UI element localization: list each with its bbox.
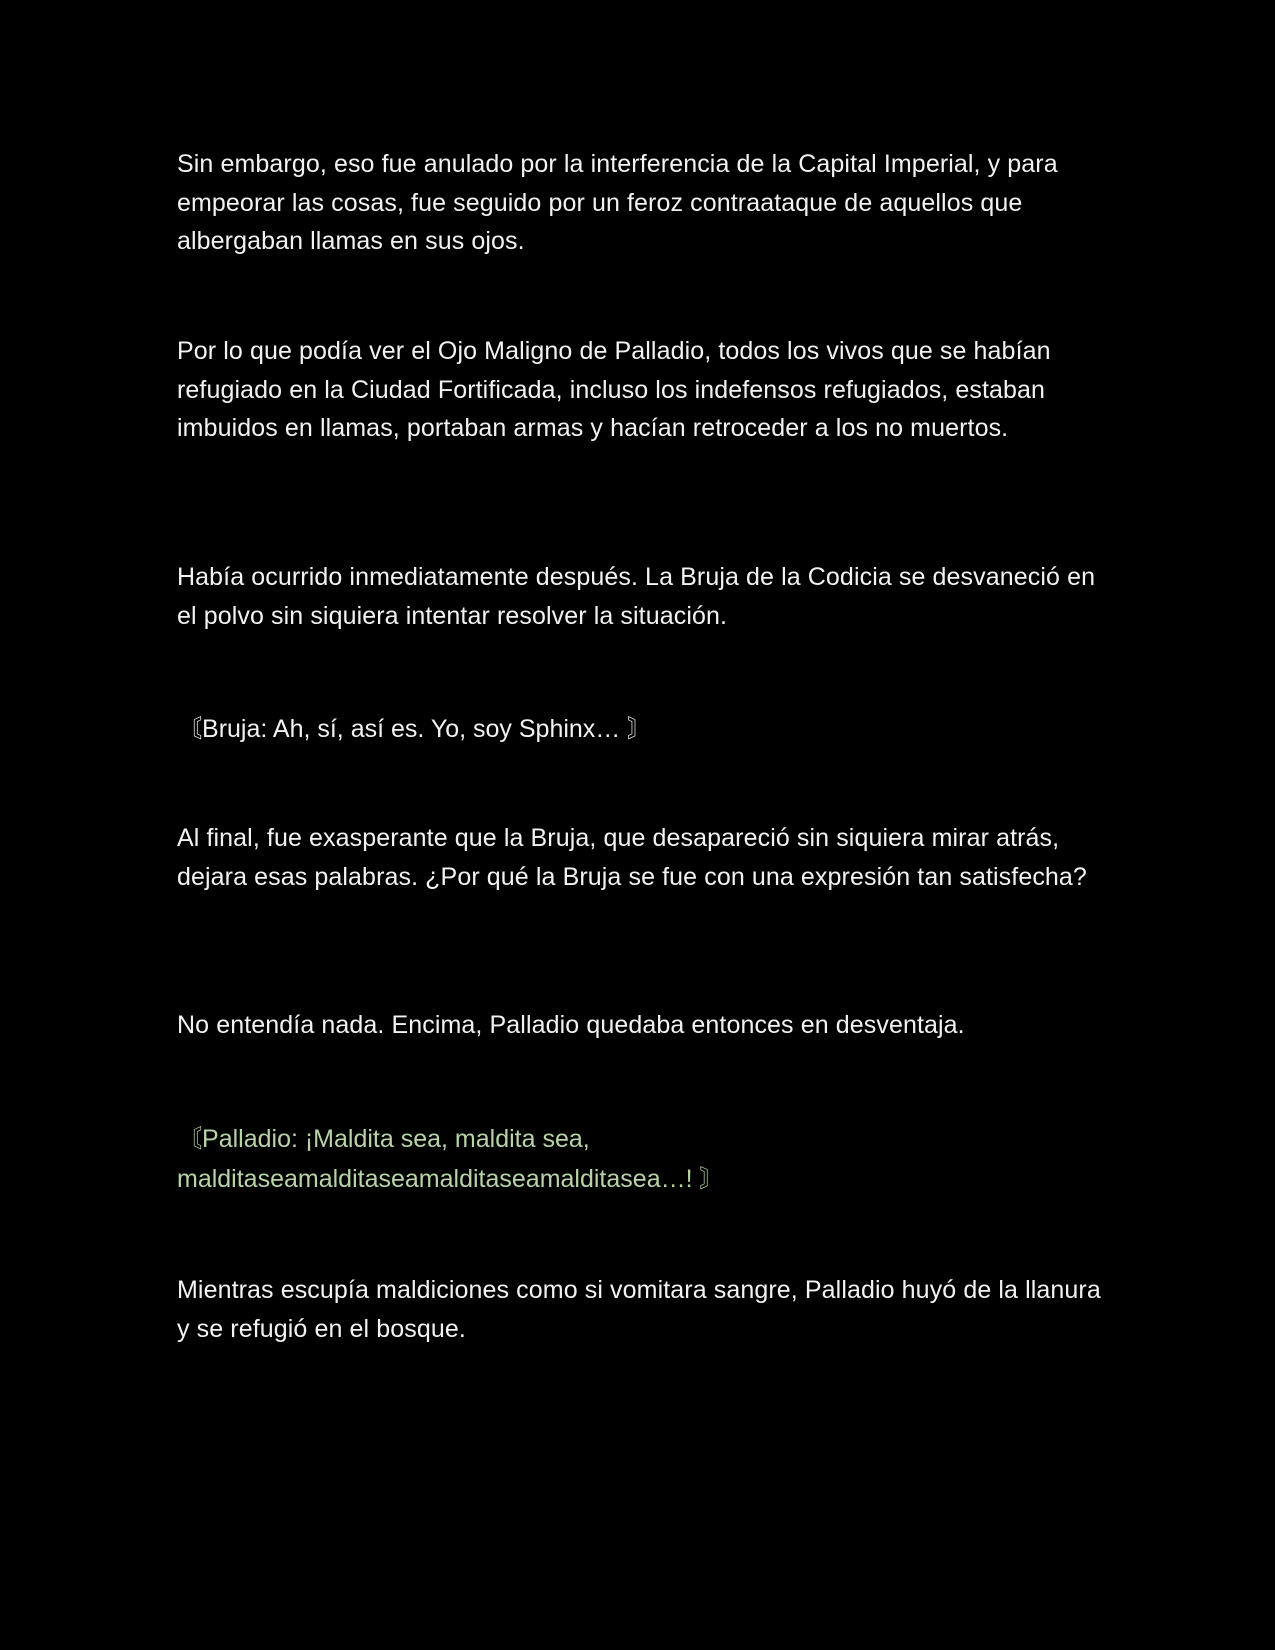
dialogue-open-bracket: 〘 [177,714,203,743]
dialogue-witch-text: Bruja: Ah, sí, así es. Yo, soy Sphinx… [202,715,621,743]
dialogue-close-bracket: 〙 [627,714,653,743]
paragraph-exasperating: Al final, fue exasperante que la Bruja, que desapareció sin siquiera mirar atrás, dejara esas palabras. ¿Por qué la Bruja se fue con una expresión tan satisfecha? [177,824,1087,891]
paragraph-fled-forest: Mientras escupía maldiciones como si vomitara sangre, Palladio huyó de la llanura y se refugió en el bosque. [177,1276,1101,1343]
dialogue-witch-line [177,709,1107,749]
paragraph-disadvantage: No entendía nada. Encima, Palladio quedaba entonces en desventaja. [177,1011,965,1039]
dialogue-palladio-text: Palladio: ¡Maldita sea, maldita sea, malditaseamalditaseamalditaseamalditasea…! [177,1125,693,1193]
paragraph-evil-eye: Por lo que podía ver el Ojo Maligno de Palladio, todos los vivos que se habían refugiado en la Ciudad Fortificada, incluso los indefensos refugiados, estaban imbuidos en llamas, portaban armas y hacían retroceder a los no muertos. [177,337,1051,442]
paragraph-interference: Sin embargo, eso fue anulado por la interferencia de la Capital Imperial, y para empeorar las cosas, fue seguido por un feroz contraataque de aquellos que albergaban llamas en sus ojos. [177,150,1058,255]
paragraph-witch-vanished: Había ocurrido inmediatamente después. La Bruja de la Codicia se desvaneció en el polvo sin siquiera intentar resolver la situación. [177,563,1096,630]
dialogue-palladio-line [177,1119,1107,1199]
dialogue-close-bracket: 〙 [699,1164,725,1193]
dialogue-open-bracket: 〘 [177,1124,203,1153]
